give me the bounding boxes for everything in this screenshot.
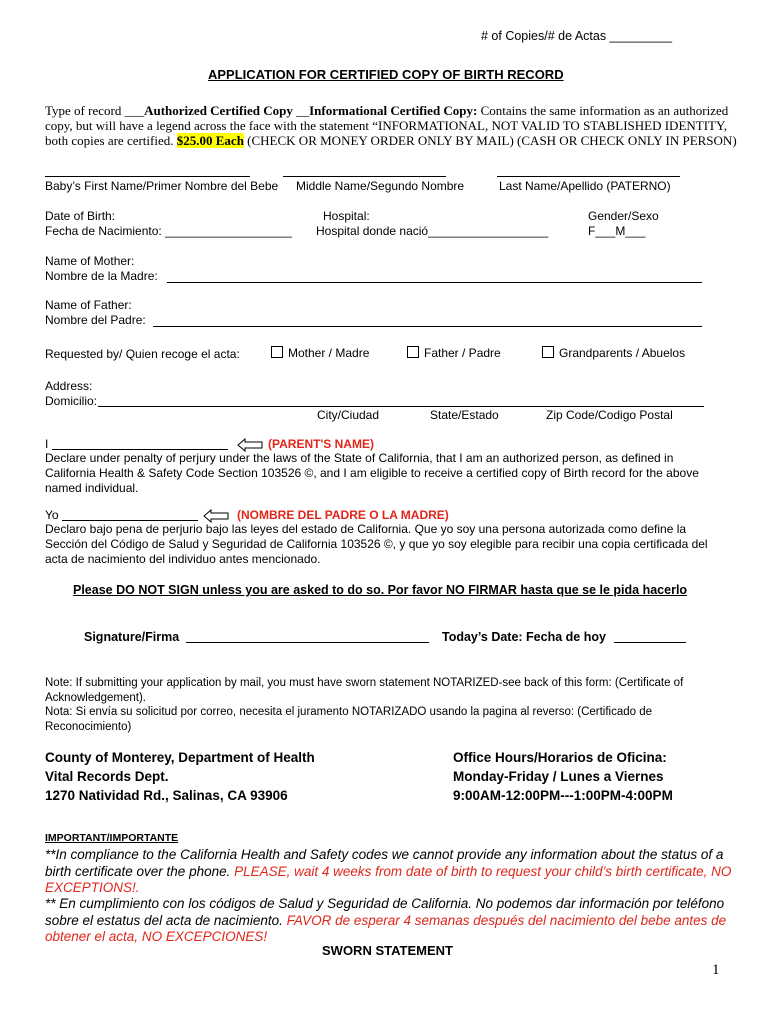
last-name-field[interactable]: [497, 176, 680, 177]
city-label: City/Ciudad: [317, 408, 380, 422]
informational-copy-option[interactable]: Informational Certified Copy:: [309, 103, 478, 118]
dob-field[interactable]: Fecha de Nacimiento: ___________________: [45, 224, 292, 238]
office-line-2: Monday-Friday / Lunes a Viernes: [453, 769, 664, 784]
checkbox-icon[interactable]: [407, 346, 419, 358]
gender-label: Gender/Sexo: [588, 209, 659, 223]
record-type-sep: __: [292, 103, 310, 118]
checkbox-icon[interactable]: [542, 346, 554, 358]
address-field[interactable]: [98, 406, 704, 407]
address-label: Address:: [45, 379, 93, 393]
mother-name-field[interactable]: [167, 282, 702, 283]
parent-name-es-hint: (NOMBRE DEL PADRE O LA MADRE): [237, 508, 449, 522]
county-line-3: 1270 Natividad Rd., Salinas, CA 93906: [45, 788, 288, 803]
note-en: Note: If submitting your application by mail, you must have sworn statement NOTARIZED-see back of this form: (Certificate of Acknowledgement).: [45, 677, 684, 704]
county-line-1: County of Monterey, Department of Health: [45, 750, 315, 765]
important-es: [45, 896, 735, 946]
option-mother[interactable]: [271, 346, 369, 360]
address-label-es: Domicilio:: [45, 394, 98, 408]
copies-label[interactable]: # of Copies/# de Actas _________: [481, 29, 673, 43]
option-grandparents[interactable]: [542, 346, 685, 360]
page-number: 1: [712, 962, 720, 978]
office-line-3: 9:00AM-12:00PM---1:00PM-4:00PM: [453, 788, 673, 803]
option-father-label: Father / Padre: [424, 346, 501, 360]
important-label: IMPORTANT/IMPORTANTE: [45, 832, 179, 844]
decl-es-lead: Yo: [45, 508, 59, 522]
hospital-field[interactable]: Hospital donde nació__________________: [316, 224, 549, 238]
record-type-line3b: (CHECK OR MONEY ORDER ONLY BY MAIL) (CASH OR CHECK ONLY IN PERSON): [243, 133, 737, 148]
gender-field[interactable]: F___M___: [588, 224, 646, 238]
price-highlight: $25.00 Each: [176, 133, 244, 148]
record-type-line3a: both copies are certified.: [45, 133, 177, 148]
last-name-label: Last Name/Apellido (PATERNO): [499, 179, 671, 193]
first-name-label: Baby’s First Name/Primer Nombre del Bebe: [45, 179, 279, 193]
option-father[interactable]: [407, 346, 501, 360]
decl-en-text: Declare under penalty of perjury under the laws of the State of California, that I am an authorized person, as defined in California Health & Safety Code Section 103526 ©, and I am eligible to receive a certified copy of Birth record for the above named individual.: [45, 451, 699, 495]
record-type-line3: [45, 133, 737, 149]
hospital-label: Hospital:: [323, 209, 370, 223]
middle-name-label: Middle Name/Segundo Nombre: [296, 179, 465, 193]
important-en: [45, 847, 735, 897]
checkbox-icon[interactable]: [271, 346, 283, 358]
option-grandparents-label: Grandparents / Abuelos: [559, 346, 686, 360]
middle-name-field[interactable]: [283, 176, 446, 177]
county-line-2: Vital Records Dept.: [45, 769, 169, 784]
important-es-text: ** En cumplimiento con los códigos de Salud y Seguridad de California. No podemos dar información por teléfono sobre el estatus del acta de nacimiento.: [45, 896, 725, 928]
father-label: Name of Father:: [45, 298, 132, 312]
parent-name-field[interactable]: [52, 449, 228, 450]
zip-label: Zip Code/Codigo Postal: [546, 408, 673, 422]
authorized-copy-option[interactable]: Authorized Certified Copy: [144, 103, 293, 118]
father-name-field[interactable]: [153, 326, 702, 327]
mother-label: Name of Mother:: [45, 254, 135, 268]
mother-label-es: Nombre de la Madre:: [45, 269, 158, 283]
office-hours: [453, 748, 673, 805]
decl-en-lead: I: [45, 437, 49, 451]
parent-name-hint: (PARENT'S NAME): [268, 437, 374, 451]
parent-name-es-field[interactable]: [62, 520, 198, 521]
county-address: [45, 748, 315, 805]
signature-field[interactable]: [186, 642, 429, 643]
record-type-lead: Type of record ___: [45, 103, 145, 118]
option-mother-label: Mother / Madre: [288, 346, 370, 360]
sworn-statement-title: SWORN STATEMENT: [322, 943, 453, 958]
office-line-1: Office Hours/Horarios de Oficina:: [453, 750, 667, 765]
important-en-text: **In compliance to the California Health and Safety codes we cannot provide any information about the status of a birth certificate over the phone.: [45, 847, 724, 879]
state-label: State/Estado: [430, 408, 499, 422]
record-type-desc: Contains the same information as an authorized: [477, 103, 729, 118]
date-label: Today’s Date: Fecha de hoy: [442, 630, 606, 644]
first-name-field[interactable]: [45, 176, 250, 177]
dob-label: Date of Birth:: [45, 209, 116, 223]
note-es: Nota: Si envía su solicitud por correo, necesita el juramento NOTARIZADO usando la pagina al reverso: (Certificado de Reconocimiento): [45, 706, 653, 733]
decl-es-text: Declaro bajo pena de perjurio bajo las leyes del estado de California. Que yo soy una persona autorizada como define la Sección del Código de Salud y Seguridad de California 103526 ©, y que yo soy elegible para recibir una copia certificada del acta de nacimiento del individuo antes mencionado.: [45, 522, 708, 566]
date-field[interactable]: [614, 642, 686, 643]
important-en-red: PLEASE, wait 4 weeks from date of birth to request your child’s birth certificate, NO EXCEPTIONS!.: [45, 863, 732, 895]
page-title: APPLICATION FOR CERTIFIED COPY OF BIRTH RECORD: [208, 67, 564, 82]
father-label-es: Nombre del Padre:: [45, 313, 146, 327]
important-es-red: FAVOR de esperar 4 semanas después del nacimiento del bebe antes de obtener el acta, NO EXCEPCIONES!: [45, 912, 727, 944]
record-type-line2: copy, but will have a legend across the face with the statement “INFORMATIONAL, NOT VALID TO STABLISHED IDENTITY,: [45, 118, 727, 133]
signature-label: Signature/Firma: [84, 630, 180, 644]
record-type-line1: [45, 103, 728, 119]
requested-label: Requested by/ Quien recoge el acta:: [45, 347, 240, 361]
do-not-sign-notice: Please DO NOT SIGN unless you are asked to do so. Por favor NO FIRMAR hasta que se le pida hacerlo: [73, 583, 688, 597]
